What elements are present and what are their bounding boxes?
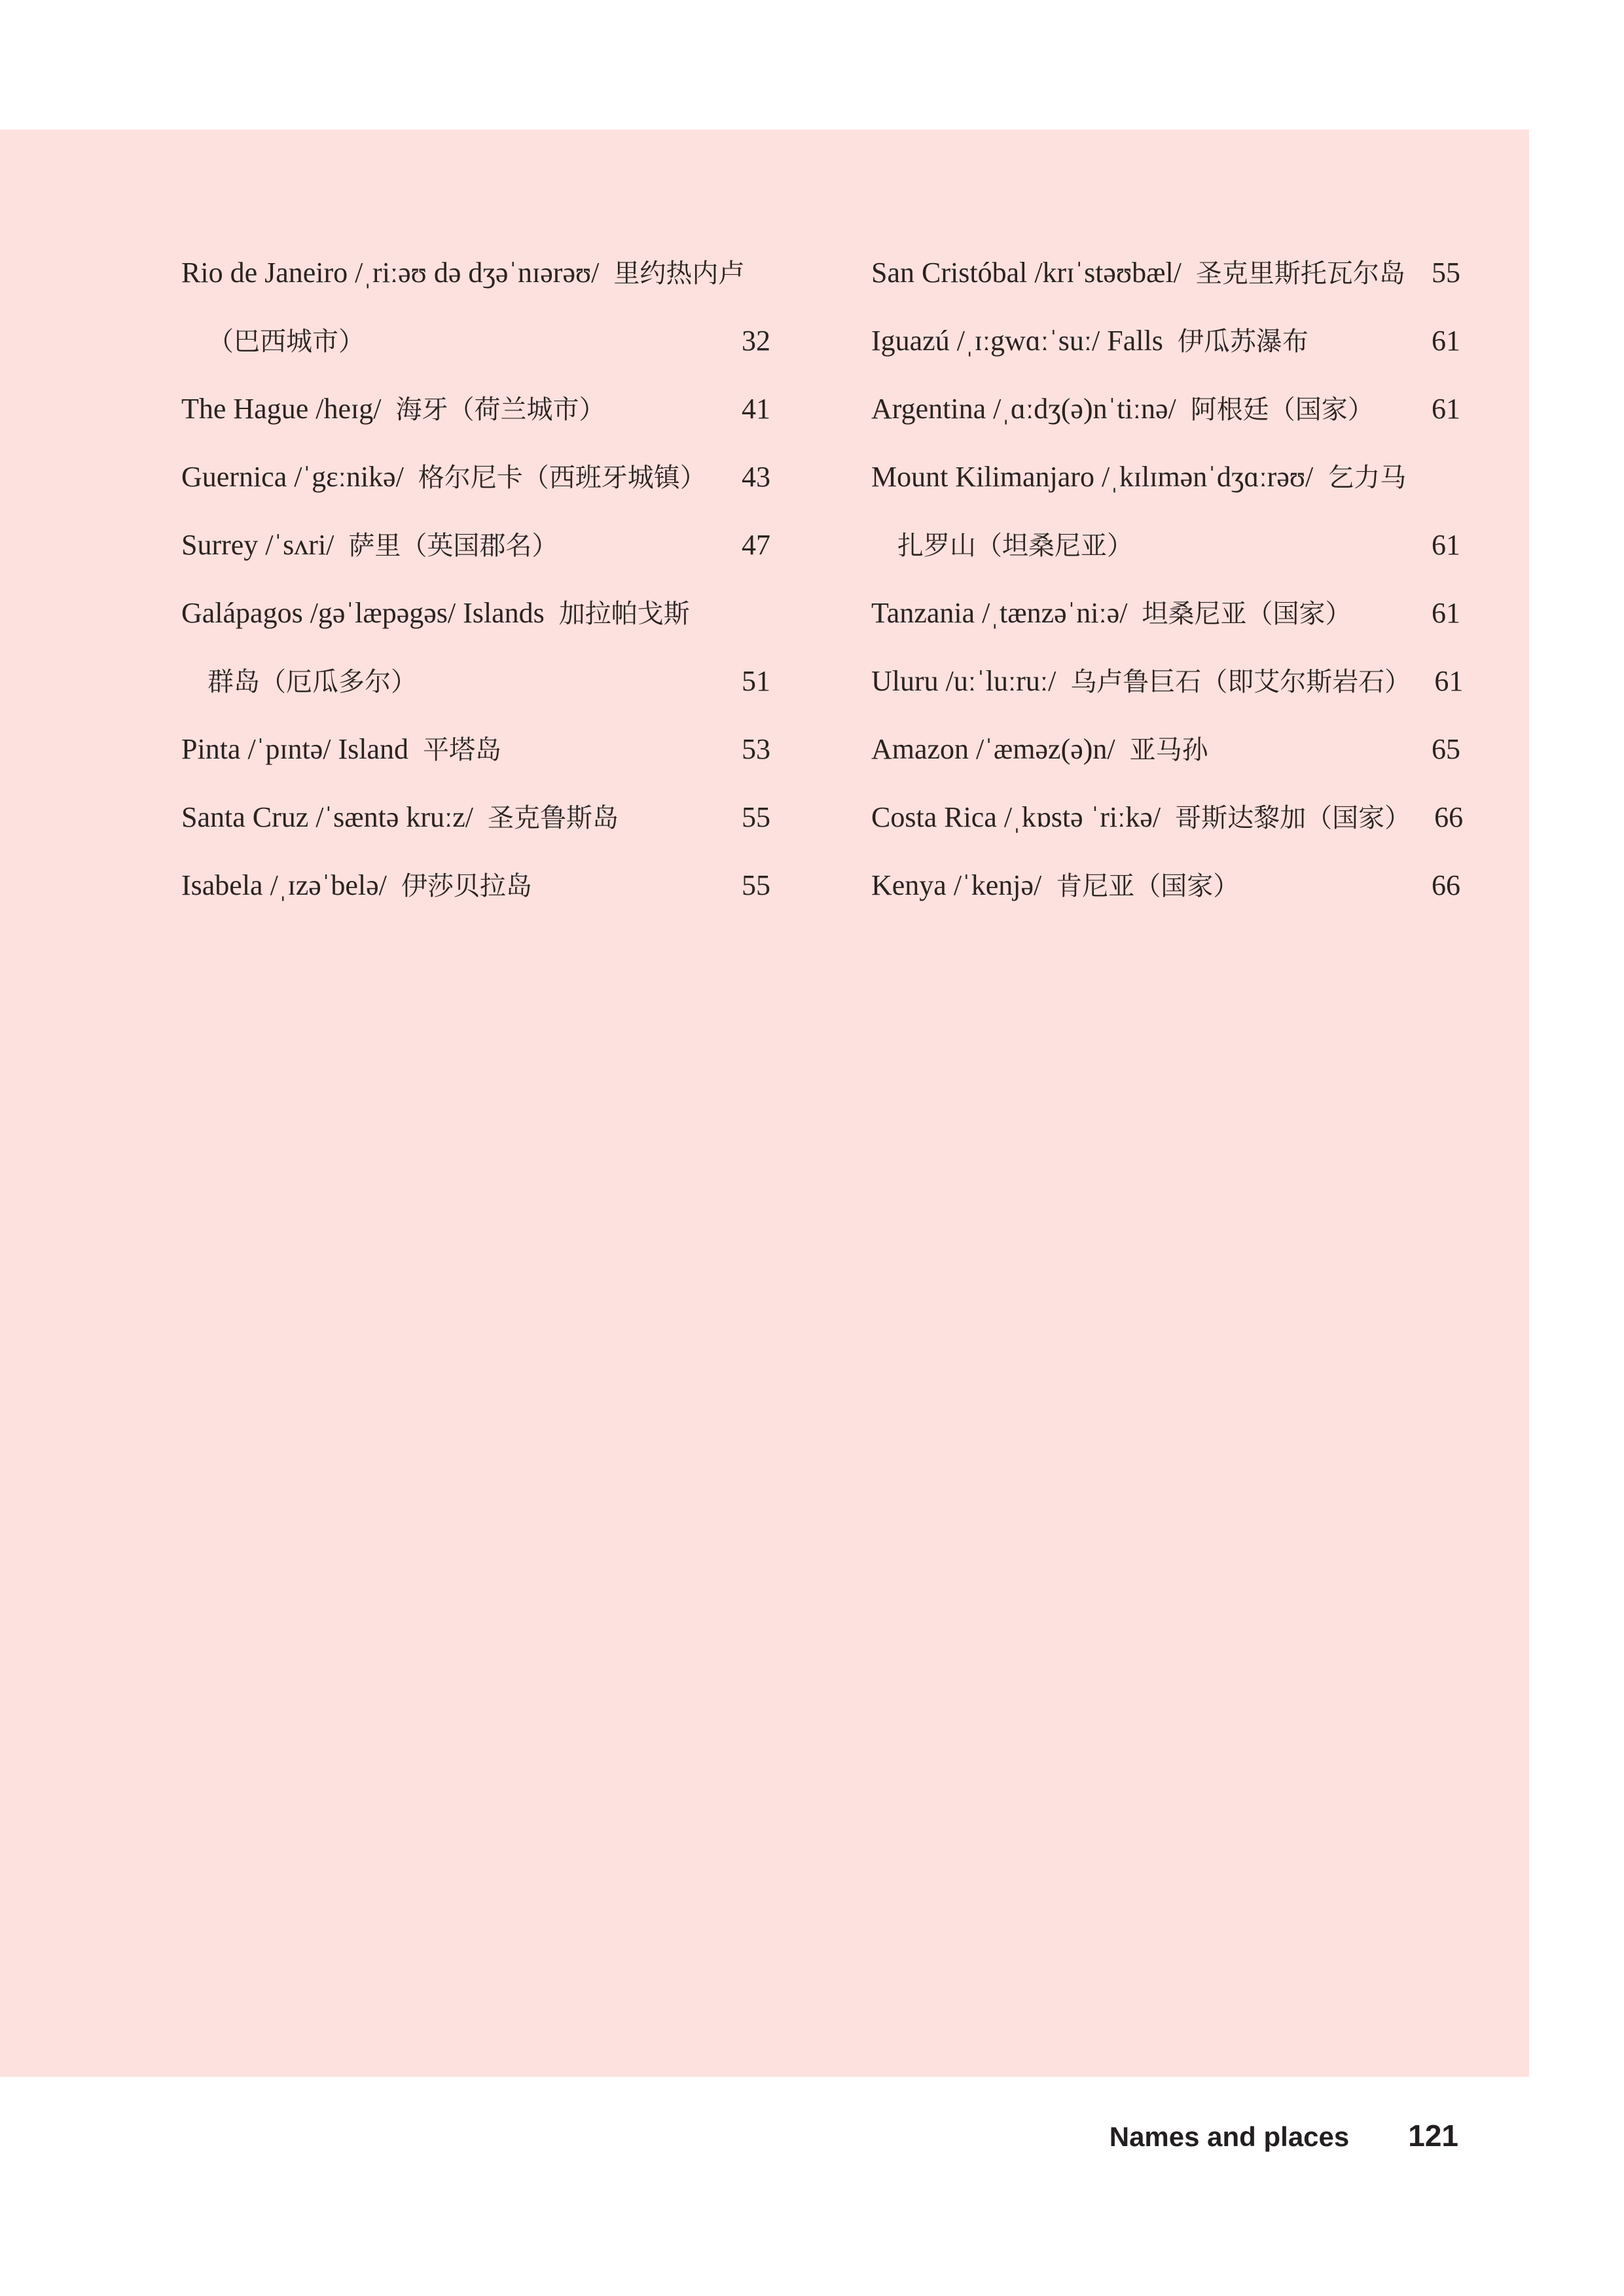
entry-chinese: 伊瓜苏瀑布 (1177, 326, 1308, 357)
entry-page: 61 (1432, 393, 1460, 425)
entry-page: 55 (742, 869, 770, 901)
index-entry (871, 579, 1460, 647)
entry-page: 66 (1434, 801, 1464, 833)
entry-page: 61 (1432, 529, 1460, 561)
entry-chinese: 哥斯达黎加（国家） (1175, 802, 1411, 833)
index-entry (871, 715, 1460, 783)
entry-chinese: 亚马孙 (1129, 734, 1208, 765)
entry-page: 47 (742, 529, 770, 561)
entry-chinese: 平塔岛 (423, 734, 502, 765)
entry-chinese: （巴西城市） (208, 326, 365, 357)
entry-chinese: 圣克鲁斯岛 (488, 802, 619, 833)
index-entry (181, 375, 770, 443)
index-column-left (181, 239, 770, 920)
entry-page: 61 (1432, 325, 1460, 357)
index-entry (871, 239, 1460, 307)
entry-term: Surrey /ˈsʌri/ (181, 528, 334, 561)
entry-page: 65 (1432, 733, 1460, 765)
entry-term: San Cristóbal /krɪˈstəʊbæl/ (871, 256, 1182, 289)
index-entry-continued (181, 647, 770, 715)
entry-page: 55 (742, 801, 770, 833)
entry-term: Galápagos /gəˈlæpəgəs/ Islands (181, 596, 545, 629)
entry-chinese: 格尔尼卡（西班牙城镇） (418, 462, 706, 493)
entry-term: Amazon /ˈæməz(ə)n/ (871, 732, 1115, 765)
entry-page: 53 (742, 733, 770, 765)
entry-term: Tanzania /ˌtænzəˈniːə/ (871, 596, 1128, 629)
entry-term: Argentina /ˌɑːdʒ(ə)nˈtiːnə/ (871, 392, 1176, 425)
entry-chinese: 伊莎贝拉岛 (401, 870, 532, 901)
footer-section-title: Names and places (1109, 2121, 1350, 2152)
entry-term: Guernica /ˈgɛːnikə/ (181, 460, 404, 493)
index-entry (871, 852, 1460, 920)
entry-chinese: 乌卢鲁巨石（即艾尔斯岩石） (1070, 666, 1411, 697)
entry-term: Pinta /ˈpɪntə/ Island (181, 732, 409, 765)
index-entry (181, 579, 770, 647)
index-entry (871, 375, 1460, 443)
entry-page: 43 (742, 461, 770, 493)
entry-term: Iguazú /ˌɪːgwɑːˈsuː/ Falls (871, 324, 1163, 357)
entry-chinese: 海牙（荷兰城市） (395, 394, 605, 425)
entry-term: Isabela /ˌɪzəˈbelə/ (181, 869, 387, 901)
entry-page: 61 (1434, 665, 1464, 697)
footer-page-number: 121 (1408, 2119, 1458, 2153)
entry-term: Rio de Janeiro /ˌriːəʊ də dʒəˈnɪərəʊ/ (181, 256, 600, 289)
index-entry (181, 715, 770, 783)
index-entry-continued (871, 511, 1460, 579)
index-entry (181, 443, 770, 511)
entry-term: Santa Cruz /ˈsæntə kruːz/ (181, 800, 474, 833)
index-entry (181, 852, 770, 920)
entry-chinese: 里约热内卢 (613, 258, 745, 289)
index-entry (871, 443, 1460, 511)
entry-page: 61 (1432, 597, 1460, 629)
entry-chinese: 扎罗山（坦桑尼亚） (897, 530, 1133, 561)
page-footer (1110, 2118, 1458, 2153)
entry-chinese: 坦桑尼亚（国家） (1142, 598, 1352, 629)
entry-chinese: 加拉帕戈斯 (558, 598, 690, 629)
index-entry (181, 511, 770, 579)
entry-chinese: 萨里（英国郡名） (348, 530, 558, 561)
entry-chinese: 乞力马 (1327, 462, 1407, 493)
entry-page: 51 (742, 665, 770, 697)
entry-term: The Hague /heɪg/ (181, 392, 382, 425)
entry-term: Mount Kilimanjaro /ˌkɪlɪmənˈdʒɑːrəʊ/ (871, 460, 1314, 493)
index-entry (181, 783, 770, 852)
index-entry (871, 307, 1460, 375)
entry-chinese: 圣克里斯托瓦尔岛 (1195, 258, 1405, 289)
entry-page: 66 (1432, 869, 1460, 901)
entry-chinese: 肯尼亚（国家） (1056, 870, 1240, 901)
index-entry (181, 239, 770, 307)
index-column-right (871, 239, 1464, 920)
entry-term: Kenya /ˈkenjə/ (871, 869, 1042, 901)
index-entry (871, 647, 1464, 715)
entry-term: Uluru /uːˈluːruː/ (871, 664, 1056, 697)
entry-page: 41 (742, 393, 770, 425)
entry-term: Costa Rica /ˌkɒstə ˈriːkə/ (871, 800, 1161, 833)
entry-page: 55 (1432, 257, 1460, 289)
index-entry (871, 783, 1464, 852)
entry-chinese: 阿根廷（国家） (1190, 394, 1374, 425)
entry-page: 32 (742, 325, 770, 357)
entry-chinese: 群岛（厄瓜多尔） (208, 666, 417, 697)
index-entry-continued (181, 307, 770, 375)
